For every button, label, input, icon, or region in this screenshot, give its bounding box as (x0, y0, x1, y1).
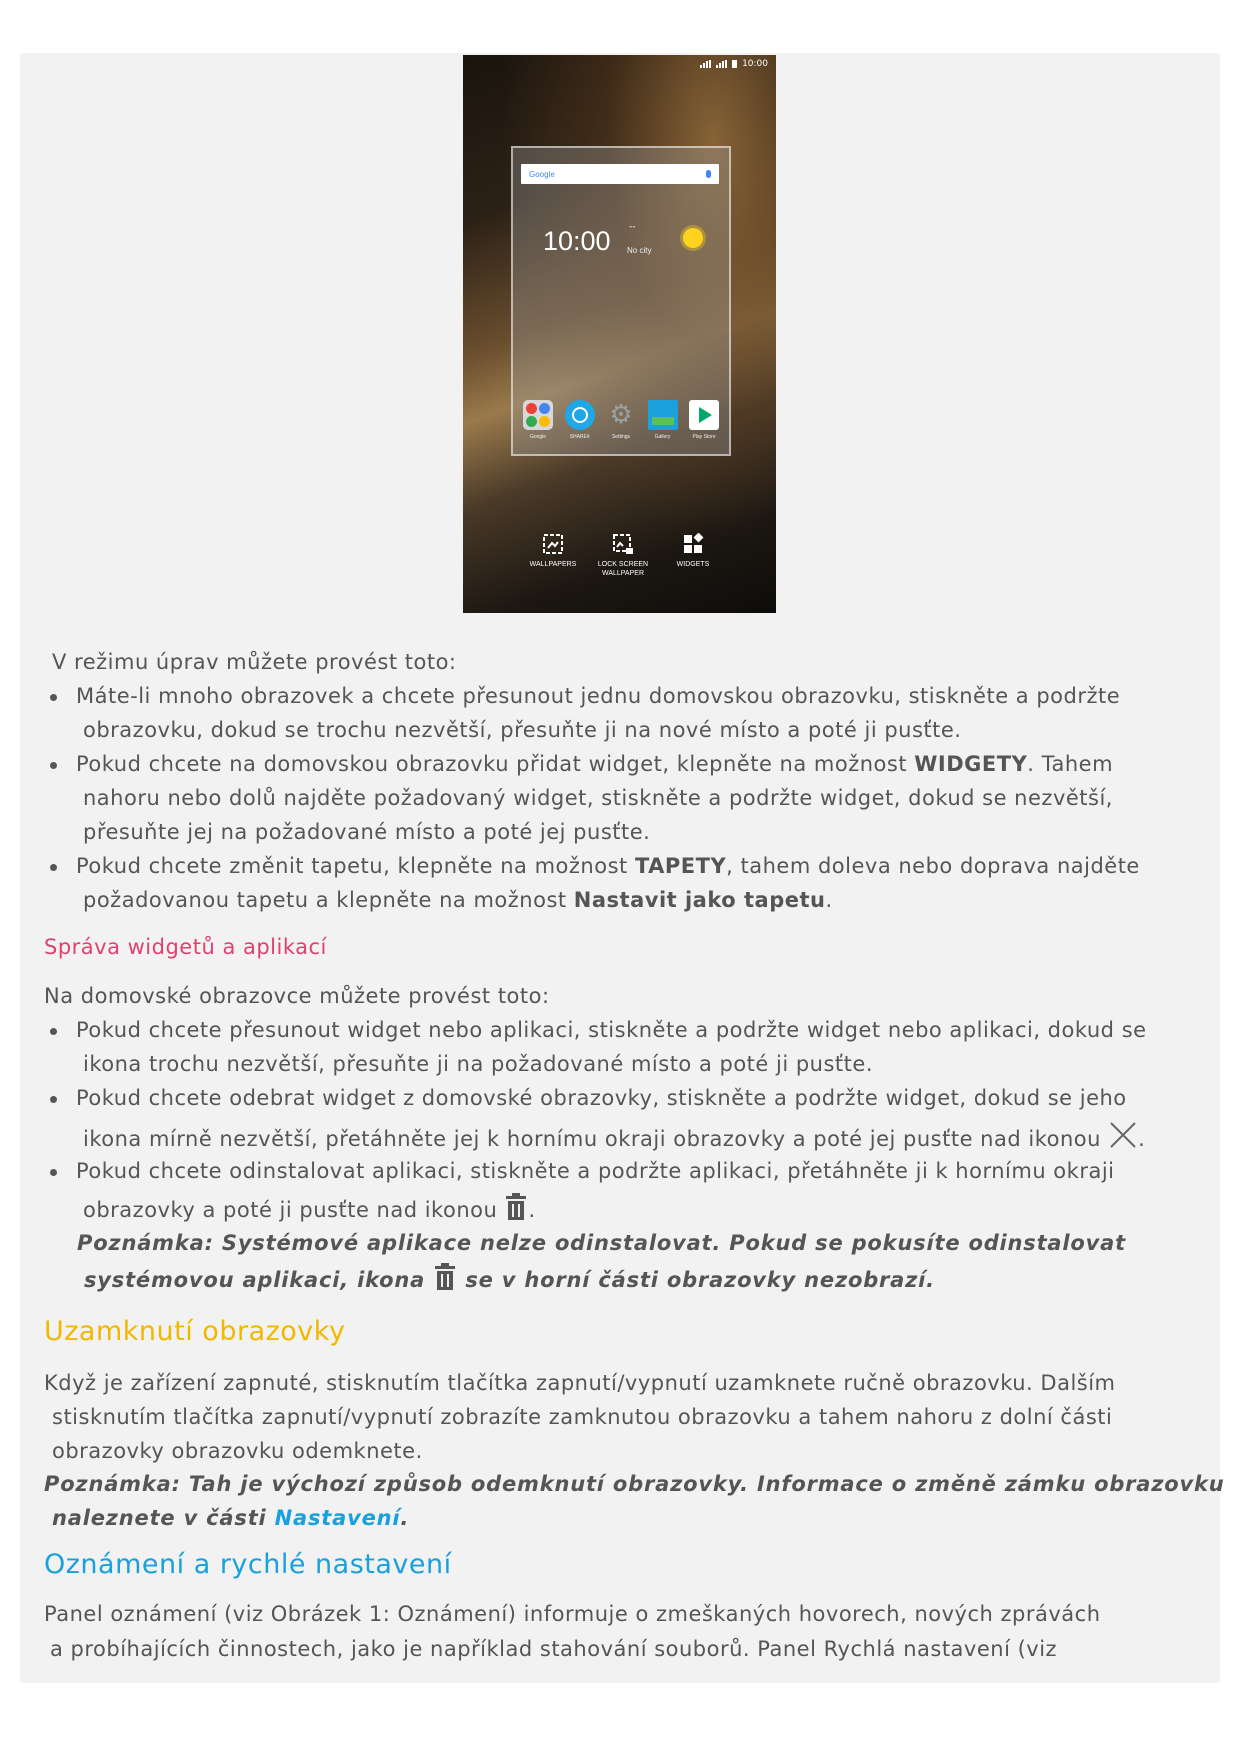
bullet-text-part: obrazovky a poté ji pusťte nad ikonou (83, 1198, 498, 1222)
bullet-dot (50, 1096, 57, 1103)
signal-icon (716, 60, 727, 68)
widgets-button[interactable] (663, 533, 723, 578)
lock-screen-label-line2: WALLPAPER (601, 570, 644, 577)
list-item (50, 747, 1190, 849)
app-settings[interactable] (602, 400, 640, 440)
paragraph-line: Když je zařízení zapnuté, stisknutím tlačítka zapnutí/vypnutí uzamknete ručně obrazovku. Dalším (44, 1371, 1116, 1395)
bullet-text-part: , tahem doleva nebo doprava najděte (726, 854, 1140, 878)
lock-screen-label-line1: LOCK SCREEN (597, 561, 649, 568)
status-time: 10:00 (742, 59, 768, 69)
status-bar (700, 57, 768, 71)
section-heading-notifications: Oznámení a rychlé nastavení (44, 1549, 452, 1580)
paragraph-line: a probíhajících činnostech, jako je například stahování souborů. Panel Rychlá nastavení (viz (50, 1637, 1058, 1661)
wallpapers-option: TAPETY (634, 854, 727, 878)
note-text-part: se v horní části obrazovky nezobrazí. (465, 1268, 935, 1292)
bullet-text-part: Pokud chcete na domovskou obrazovku přidat widget, klepněte na možnost (76, 752, 915, 776)
gear-icon: ⚙ (609, 400, 633, 430)
widgets-intro: Na domovské obrazovce můžete provést toto: (44, 984, 550, 1008)
bullet-text (50, 849, 1190, 883)
bullet-text (50, 1120, 1190, 1156)
bullet-text: Pokud chcete odebrat widget z domovské obrazovky, stiskněte a podržte widget, dokud se jeho (76, 1086, 1127, 1110)
widgets-label: WIDGETS (676, 561, 710, 568)
list-item (50, 1154, 1190, 1227)
note-text (52, 1500, 409, 1536)
app-play-store[interactable] (685, 400, 723, 440)
app-gallery[interactable] (644, 400, 682, 440)
close-icon (1108, 1120, 1138, 1150)
wallpapers-label: WALLPAPERS (529, 561, 577, 568)
bullet-dot (50, 694, 57, 701)
app-label: Gallery (654, 434, 671, 440)
weather-city: No city (627, 246, 652, 255)
edit-intro: V režimu úprav můžete provést toto: (52, 650, 457, 674)
note-text-part: naleznete v části (52, 1506, 275, 1530)
sun-icon (683, 228, 703, 248)
google-logo: Google (529, 169, 555, 179)
home-screen-preview[interactable] (511, 146, 731, 456)
settings-link[interactable]: Nastavení (274, 1506, 401, 1530)
trash-icon (504, 1193, 528, 1221)
list-item (50, 1081, 1190, 1156)
bullet-text-part: . (825, 888, 833, 912)
wallpaper-icon (542, 533, 564, 555)
widgets-option: WIDGETY (914, 752, 1028, 776)
play-store-icon (689, 400, 719, 430)
note-text-part: . (400, 1506, 410, 1530)
app-label: Settings (611, 434, 631, 440)
note-text-part: systémovou aplikaci, ikona (84, 1268, 426, 1292)
app-dock (519, 400, 723, 440)
paragraph-line: stisknutím tlačítka zapnutí/vypnutí zobrazíte zamknutou obrazovku a tahem nahoru z dolní části (52, 1405, 1113, 1429)
lock-screen-label (598, 560, 648, 578)
period: . (1138, 1127, 1146, 1151)
paragraph-line: obrazovky obrazovku odemknete. (52, 1439, 423, 1463)
bullet-dot (50, 1169, 57, 1176)
app-google[interactable] (519, 400, 557, 440)
edit-mode-actions (523, 533, 723, 578)
battery-icon (732, 60, 737, 68)
bullet-text: Pokud chcete odinstalovat aplikaci, stiskněte a podržte aplikaci, přetáhněte ji k hornímu okraji (76, 1159, 1115, 1183)
bullet-text-part: . Tahem (1027, 752, 1114, 776)
signal-icon (700, 60, 711, 68)
google-search-bar[interactable] (521, 164, 719, 184)
bullet-text-part: Pokud chcete změnit tapetu, klepněte na možnost (76, 854, 635, 878)
note-text (84, 1262, 935, 1298)
bullet-text: ikona trochu nezvětší, přesuňte ji na požadované místo a poté ji pusťte. (83, 1052, 873, 1076)
list-item (50, 679, 1190, 747)
bullet-text: obrazovku, dokud se trochu nezvětší, přesuňte ji na nové místo a poté ji pusťte. (83, 718, 962, 742)
app-label: SHAREit (569, 434, 590, 440)
period: . (528, 1198, 536, 1222)
clock-widget-time[interactable]: 10:00 (543, 226, 611, 256)
note-text: Poznámka: Tah je výchozí způsob odemknutí obrazovky. Informace o změně zámku obrazovku (44, 1472, 1225, 1496)
weather-temp: -- (629, 222, 636, 232)
bullet-text: přesuňte jej na požadované místo a poté jej pusťte. (83, 820, 651, 844)
section-heading-lock: Uzamknutí obrazovky (44, 1316, 346, 1347)
app-label: Google (529, 434, 547, 440)
paragraph-line: Panel oznámení (viz Obrázek 1: Oznámení) informuje o zmeškaných hovorech, nových zprávách (44, 1602, 1101, 1626)
phone-screenshot (463, 55, 776, 613)
bullet-text (50, 883, 1190, 917)
wallpapers-button[interactable] (523, 533, 583, 578)
bullet-text: nahoru nebo dolů najděte požadovaný widget, stiskněte a podržte widget, dokud se nezvětší, (83, 786, 1113, 810)
list-item (50, 849, 1190, 917)
bullet-text-part: ikona mírně nezvětší, přetáhněte jej k hornímu okraji obrazovky a poté jej pusťte nad ikonou (83, 1127, 1101, 1151)
mic-icon[interactable] (706, 170, 711, 178)
bullet-text: Pokud chcete přesunout widget nebo aplikaci, stiskněte a podržte widget nebo aplikaci, dokud se (76, 1018, 1147, 1042)
bullet-text (50, 747, 1190, 781)
google-folder-icon (523, 400, 553, 430)
note-text: Poznámka: Systémové aplikace nelze odinstalovat. Pokud se pokusíte odinstalovat (77, 1231, 1126, 1255)
section-heading-widgets: Správa widgetů a aplikací (44, 935, 327, 959)
bullet-text: Máte-li mnoho obrazovek a chcete přesunout jednu domovskou obrazovku, stiskněte a podržte (76, 684, 1121, 708)
widgets-icon (682, 533, 704, 555)
list-item (50, 1013, 1190, 1081)
trash-icon (433, 1263, 457, 1291)
bullet-dot (50, 1028, 57, 1035)
lock-wallpaper-icon (612, 533, 634, 555)
bullet-dot (50, 762, 57, 769)
app-label: Play Store (692, 434, 716, 440)
bullet-dot (50, 864, 57, 871)
bullet-text (50, 1193, 1190, 1227)
lock-screen-wallpaper-button[interactable] (593, 533, 653, 578)
set-wallpaper-option: Nastavit jako tapetu (573, 888, 826, 912)
bullet-text-part: požadovanou tapetu a klepněte na možnost (83, 888, 574, 912)
shareit-icon (565, 400, 595, 430)
gallery-icon (648, 400, 678, 430)
app-shareit[interactable] (561, 400, 599, 440)
